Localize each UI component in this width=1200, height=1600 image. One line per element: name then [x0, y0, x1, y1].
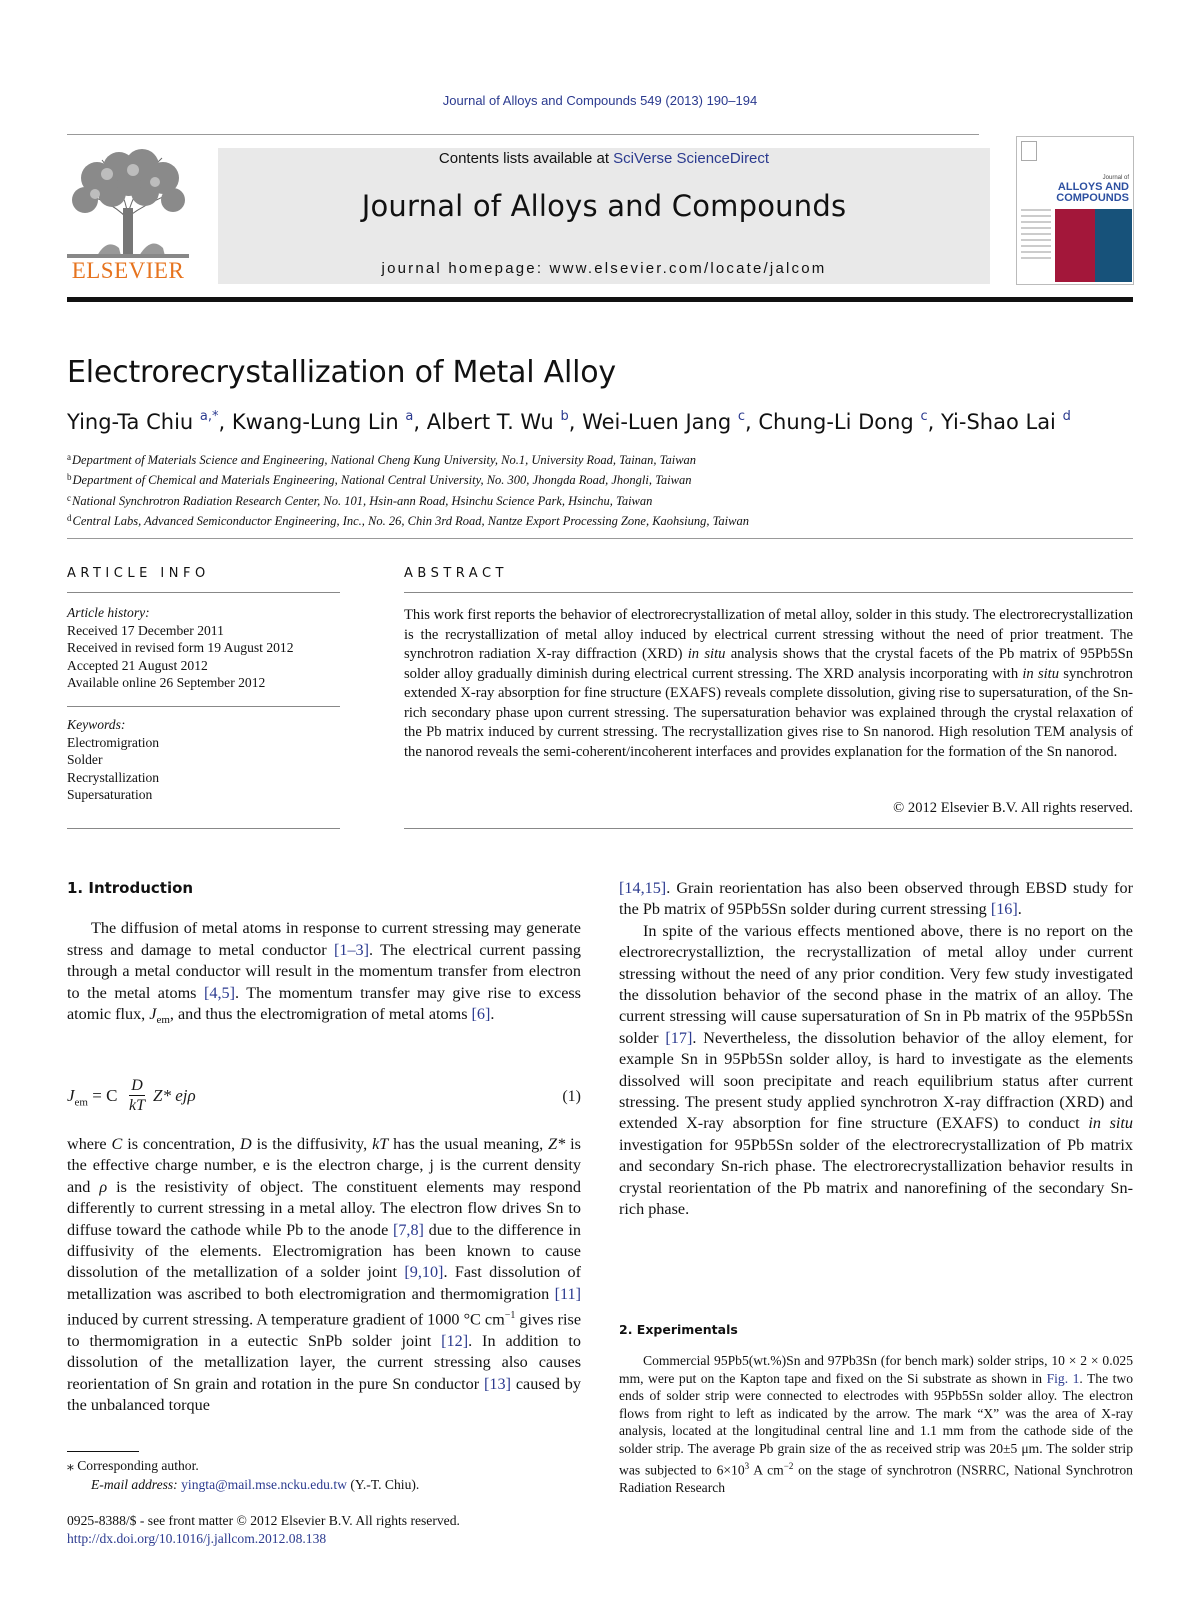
- author-list: Ying-Ta Chiu $^{a,*}$, Kwang-Lung Lin $^a$, Albert T. Wu $^b$, Wei-Luen Jang $^c$, Chung-Li Dong $^c$, Yi-Shao Lai $^d$: [67, 409, 1071, 434]
- abstract-text: This work first reports the behavior of electrorecrystallization of metal alloy, solder in this study. The electrorecrystallization is the recrystallization of metal alloy induced by electrical current stressing without the need of prior treatment. The synchrotron radiation X-ray diffraction (XRD) in situ analysis shows that the crystal facets of the Pb matrix of 95Pb5Sn solder alloy gradually diminish during electrical current stressing. The XRD analysis incorporating with in situ synchrotron extended X-ray absorption for fine structure (EXAFS) reveals complete dissolution, giving rise to supersaturation, of the Sn-rich secondary phase upon current stressing. The supersaturation behavior was explained through the crystal relaxation of the Pb matrix induced by current stressing. The recrystallization gives rise to Sn nanorod. High resolution TEM analysis of the nanorod reveals the semi-coherent/incoherent interfaces and provides explanation for the formation of the Sn nanorod.: [404, 607, 1134, 760]
- tree-icon: [67, 148, 189, 258]
- article-title: Electrorecrystallization of Metal Alloy: [67, 355, 616, 390]
- affiliation-item: $^c$National Synchrotron Radiation Research Center, No. 101, Hsin-ann Road, Hsinchu Science Park, Hsinchu, Taiwan: [67, 492, 653, 508]
- author-affil-link[interactable]: c: [737, 409, 746, 424]
- issn-line: 0925-8388/$ - see front matter © 2012 Elsevier B.V. All rights reserved.: [67, 1513, 460, 1528]
- author-name: Ying-Ta Chiu: [67, 410, 194, 434]
- info-bottom-rule: [67, 828, 340, 829]
- contents-prefix: Contents lists available at: [438, 150, 614, 167]
- journal-homepage[interactable]: journal homepage: www.elsevier.com/locate/jalcom: [381, 260, 827, 277]
- keywords-label: Keywords:: [67, 717, 126, 732]
- intro-paragraph-2: where C is concentration, D is the diffusivity, kT has the usual meaning, Z* is the effective charge number, e is the electron charge, j is the current density and ρ is the resistivity of object. The constituent elements may respond differently to current stressing in a metal alloy. The electron flow drives Sn to diffuse toward the cathode while Pb to the anode [7,8] due to the difference in diffusivity of the elements. Electromigration has been known to cause dissolution of the metallization of a solder joint [9,10]. Fast dissolution of metallization was ascribed to both electromigration and thermomigration [11] induced by current stressing. A temperature gradient of 1000 °C $cm^{-1}$ gives rise to thermomigration in a eutectic SnPb solder joint [12]. In addition to dissolution of the metallization layer, the current stressing also causes reorientation of Sn grain and rotation in the pure Sn conductor [13] caused by the unbalanced torque: [67, 1135, 582, 1415]
- footer-meta: [67, 1512, 667, 1548]
- section-heading-introduction: 1. Introduction: [67, 879, 194, 897]
- citation-link[interactable]: [9,10]: [404, 1263, 444, 1282]
- keywords-rule: [67, 706, 340, 707]
- figure-link[interactable]: Fig. 1: [1046, 1370, 1080, 1386]
- affiliations: [67, 449, 1133, 530]
- header-thick-rule: [67, 297, 1133, 302]
- equation-1: $J_{em} = C$ $\frac{D}{kT}$ Z* ejρ (1): [67, 1077, 581, 1114]
- abstract-rule: [404, 592, 1133, 593]
- corresponding-author-note: ⁎ Corresponding author. E-mail address: yingta@mail.mse.ncku.edu.tw (Y.-T. Chiu).: [67, 1458, 420, 1492]
- citation-link[interactable]: [1–3]: [333, 940, 370, 959]
- affiliation-item: $^d$Central Labs, Advanced Semiconductor Engineering, Inc., No. 26, Chin 3rd Road, Nantze Export Processing Zone, Kaohsiung, Taiwan: [67, 512, 749, 528]
- doi-link[interactable]: http://dx.doi.org/10.1016/j.jallcom.2012.08.138: [67, 1531, 327, 1546]
- author-affil-link[interactable]: a,*: [199, 409, 219, 424]
- article-history: [67, 604, 340, 692]
- history-item: Received 17 December 2011: [67, 622, 224, 638]
- citation-link[interactable]: [14,15]: [619, 879, 667, 897]
- citation-link[interactable]: [12]: [441, 1332, 469, 1351]
- citation-link[interactable]: [13]: [484, 1374, 511, 1393]
- journal-masthead: [218, 148, 990, 284]
- history-label: Article history:: [67, 605, 150, 620]
- equation-number: (1): [562, 1088, 581, 1105]
- sciencedirect-link[interactable]: SciVerse ScienceDirect: [613, 150, 770, 167]
- keyword-item: Electromigration: [67, 734, 160, 750]
- cover-text-lines: [1021, 209, 1051, 263]
- author-name: Chung-Li Dong: [758, 410, 914, 434]
- intro-paragraph-3: [14,15]. Grain reorientation has also been observed through EBSD study for the Pb matrix of 95Pb5Sn solder during current stressing [16].: [619, 879, 1133, 919]
- journal-title: Journal of Alloys and Compounds: [361, 189, 847, 223]
- keyword-item: Supersaturation: [67, 787, 153, 802]
- keyword-item: Solder: [67, 752, 103, 767]
- cover-blue-block: [1095, 209, 1132, 282]
- cover-title: ALLOYS AND COMPOUNDS: [1056, 181, 1129, 204]
- introduction-section: [67, 878, 581, 1032]
- citation-link[interactable]: [4,5]: [203, 983, 235, 1002]
- info-rule: [67, 592, 340, 593]
- footnote-mark: ⁎: [67, 1458, 74, 1473]
- author-affil-link[interactable]: b: [560, 409, 569, 424]
- cover-small-logo: [1021, 141, 1037, 161]
- keyword-item: Recrystallization: [67, 769, 160, 785]
- author-name: Kwang-Lung Lin: [231, 410, 399, 434]
- cover-red-block: [1055, 209, 1095, 282]
- header-rule: [67, 134, 979, 135]
- author-affil-link[interactable]: c: [920, 409, 928, 424]
- author-name: Yi-Shao Lai: [940, 410, 1056, 434]
- keywords: [67, 716, 340, 804]
- abstract-bottom-rule: [404, 828, 1133, 829]
- elsevier-wordmark: ELSEVIER: [71, 258, 185, 283]
- history-item: Available online 26 September 2012: [67, 675, 266, 690]
- section-heading-experimentals: 2. Experimentals: [619, 1322, 738, 1337]
- author-affil-link[interactable]: d: [1062, 409, 1071, 424]
- intro-paragraph-1: The diffusion of metal atoms in response to current stressing may generate stress and damage to metal conductor [1–3]. The electrical current passing through a metal conductor will result in the momentum transfer from electron to the metal atoms [4,5]. The momentum transfer may give rise to excess atomic flux, $J_{em}$, and thus the electromigration of metal atoms [6].: [67, 919, 581, 1027]
- history-item: Accepted 21 August 2012: [67, 657, 208, 673]
- citation-link[interactable]: [17]: [665, 1028, 693, 1047]
- affiliation-item: $^b$Department of Chemical and Materials Engineering, National Central University, No. 300, Jhongda Road, Jhongli, Taiwan: [67, 472, 692, 488]
- author-name: Albert T. Wu: [426, 410, 554, 434]
- history-item: Received in revised form 19 August 2012: [67, 640, 294, 655]
- experimentals-paragraph: Commercial 95Pb5(wt.%)Sn and 97Pb3Sn (for bench mark) solder strips, 10 × 2 × 0.025 mm, were put on the Kapton tape and fixed on the Si substrate as shown in Fig. 1. The two ends of solder strip were connected to electrodes with 95Pb5Sn solder alloy. The electron flows from right to left as indicated by the arrow. The mark “X” was the area of X-ray analysis, located at the longitudinal central line and 1.1 mm from the cathode side of the solder strip. The average Pb grain size of the as received strip was 20±5 μm. The solder strip was subjected to $6\times 10^3$ A $cm^{-2}$ on the stage of synchrotron (NSRRC, National Synchrotron Radiation Research: [619, 1353, 1133, 1495]
- affiliation-rule: [67, 538, 1133, 539]
- abstract-heading: ABSTRACT: [404, 566, 508, 581]
- cover-journal-of: Journal of: [1102, 175, 1129, 181]
- email-link[interactable]: yingta@mail.mse.ncku.edu.tw: [181, 1477, 347, 1492]
- abstract-copyright: © 2012 Elsevier B.V. All rights reserved.: [893, 800, 1133, 816]
- journal-cover-thumbnail[interactable]: [1016, 136, 1134, 285]
- footnote-rule: [67, 1451, 139, 1452]
- citation-link[interactable]: [6]: [471, 1005, 491, 1024]
- affiliation-item: $^a$Department of Materials Science and Engineering, National Cheng Kung University, No.1, University Road, Tainan, Taiwan: [67, 452, 697, 467]
- journal-citation[interactable]: Journal of Alloys and Compounds 549 (2013) 190–194: [442, 93, 758, 108]
- author-name: Wei-Luen Jang: [582, 410, 732, 434]
- citation-link[interactable]: [16]: [990, 900, 1018, 919]
- citation-link[interactable]: [7,8]: [392, 1220, 424, 1239]
- article-info-heading: ARTICLE INFO: [67, 566, 210, 581]
- intro-paragraph-4: In spite of the various effects mentioned above, there is no report on the electrorecrystalliztion, the recrystallization of metal alloy under current stressing without the need of any prior condition. Very few study investigated the dissolution behavior of the second phase in the matrix of an alloy. The current stressing will cause supersaturation of Sn in Pb matrix of the 95Pb5Sn solder [17]. Nevertheless, the dissolution behavior of the alloy element, for example Sn in 95Pb5Sn solder alloy, is hard to investigate as the elements dissolved will soon precipitate and reach equilibrium status after current stressing. The present study applied synchrotron X-ray diffraction (XRD) and extended X-ray absorption for fine structure (EXAFS) to conduct in situ investigation for 95Pb5Sn solder of the electrorecrystallization of Pb matrix and secondary Sn-rich phase. The electrorecrystallization behavior results in crystal reorientation of the Pb matrix and nanorefining of the secondary Sn-rich phase.: [619, 921, 1134, 1219]
- author-affil-link[interactable]: a: [405, 409, 414, 424]
- contents-line: [218, 150, 990, 167]
- intro-continued: [619, 878, 1133, 1221]
- citation-link[interactable]: [11]: [554, 1284, 581, 1303]
